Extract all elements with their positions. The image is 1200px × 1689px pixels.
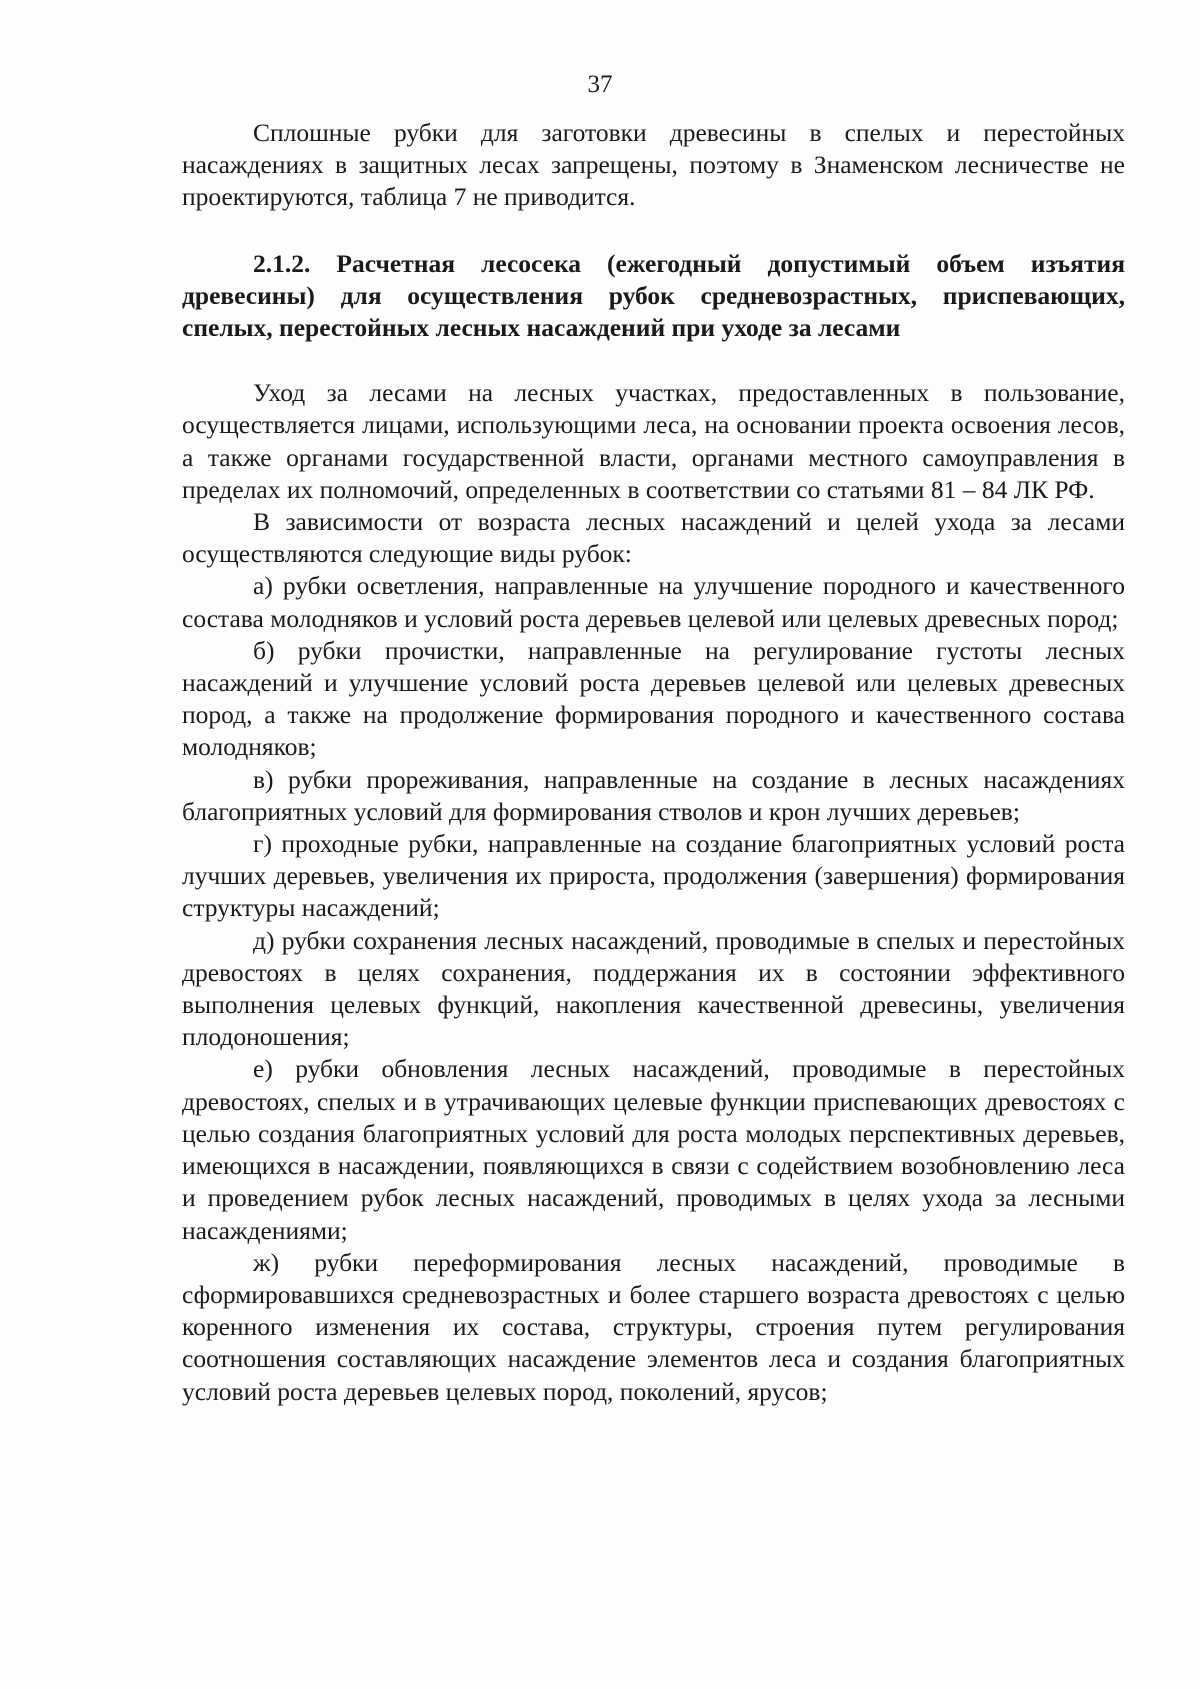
paragraph-cutting-types-intro: В зависимости от возраста лесных насаждений и целей ухода за лесами осуществляются следующие виды рубок: — [182, 507, 1125, 569]
intro-paragraph: Сплошные рубки для заготовки древесины в спелых и перестойных насаждениях в защитных лесах запрещены, поэтому в Знаменском лесничестве не проектируются, таблица 7 не приводится. — [182, 118, 1125, 212]
page-number: 37 — [587, 71, 613, 98]
list-item-g: г) проходные рубки, направленные на создание благоприятных условий роста лучших деревьев, увеличения их прироста, продолжения (завершения) формирования структуры насаждений; — [182, 829, 1125, 923]
spacer — [182, 344, 1125, 377]
spacer — [182, 214, 1125, 248]
list-item-d: д) рубки сохранения лесных насаждений, проводимые в спелых и перестойных древостоях в целях сохранения, поддержания их в состоянии эффективного выполнения целевых функций, накопления качественной древесины, увеличения плодоношения; — [182, 925, 1125, 1052]
list-item-b: б) рубки прочистки, направленные на регулирование густоты лесных насаждений и улучшение условий роста деревьев целевой или целевых древесных пород, а также на продолжение формирования породного и качественного состава молодняков; — [182, 635, 1125, 762]
list-item-e: е) рубки обновления лесных насаждений, проводимые в перестойных древостоях, спелых и в утрачивающих целевые функции приспевающих древостоях с целью создания благоприятных условий для роста молодых перспективных деревьев, имеющихся в насаждении, появляющихся в связи с содействием возобновлению леса и проведением рубок лесных насаждений, проводимых в целях ухода за лесными насаждениями; — [182, 1054, 1125, 1245]
section-heading: 2.1.2. Расчетная лесосека (ежегодный допустимый объем изъятия древесины) для осуществления рубок средневозрастных, приспевающих, спелых, перестойных лесных насаждений при уходе за лесами — [182, 248, 1125, 343]
paragraph-forest-care: Уход за лесами на лесных участках, предоставленных в пользование, осуществляется лицами, использующими леса, на основании проекта освоения лесов, а также органами государственной власти, органами местного самоуправления в пределах их полномочий, определенных в соответствии со статьями 81 – 84 ЛК РФ. — [182, 378, 1125, 504]
list-item-v: в) рубки прореживания, направленные на создание в лесных насаждениях благоприятных условий для формирования стволов и крон лучших деревьев; — [182, 764, 1125, 826]
document-body — [182, 117, 1125, 1408]
list-item-a: а) рубки осветления, направленные на улучшение породного и качественного состава молодняков и условий роста деревьев целевой или целевых древесных пород; — [182, 571, 1125, 633]
list-item-zh: ж) рубки переформирования лесных насаждений, проводимые в сформировавшихся средневозрастных и более старшего возраста древостоях с целью коренного изменения их состава, структуры, строения путем регулирования соотношения составляющих насаждение элементов леса и создания благоприятных условий роста деревьев целевых пород, поколений, ярусов; — [182, 1247, 1125, 1406]
